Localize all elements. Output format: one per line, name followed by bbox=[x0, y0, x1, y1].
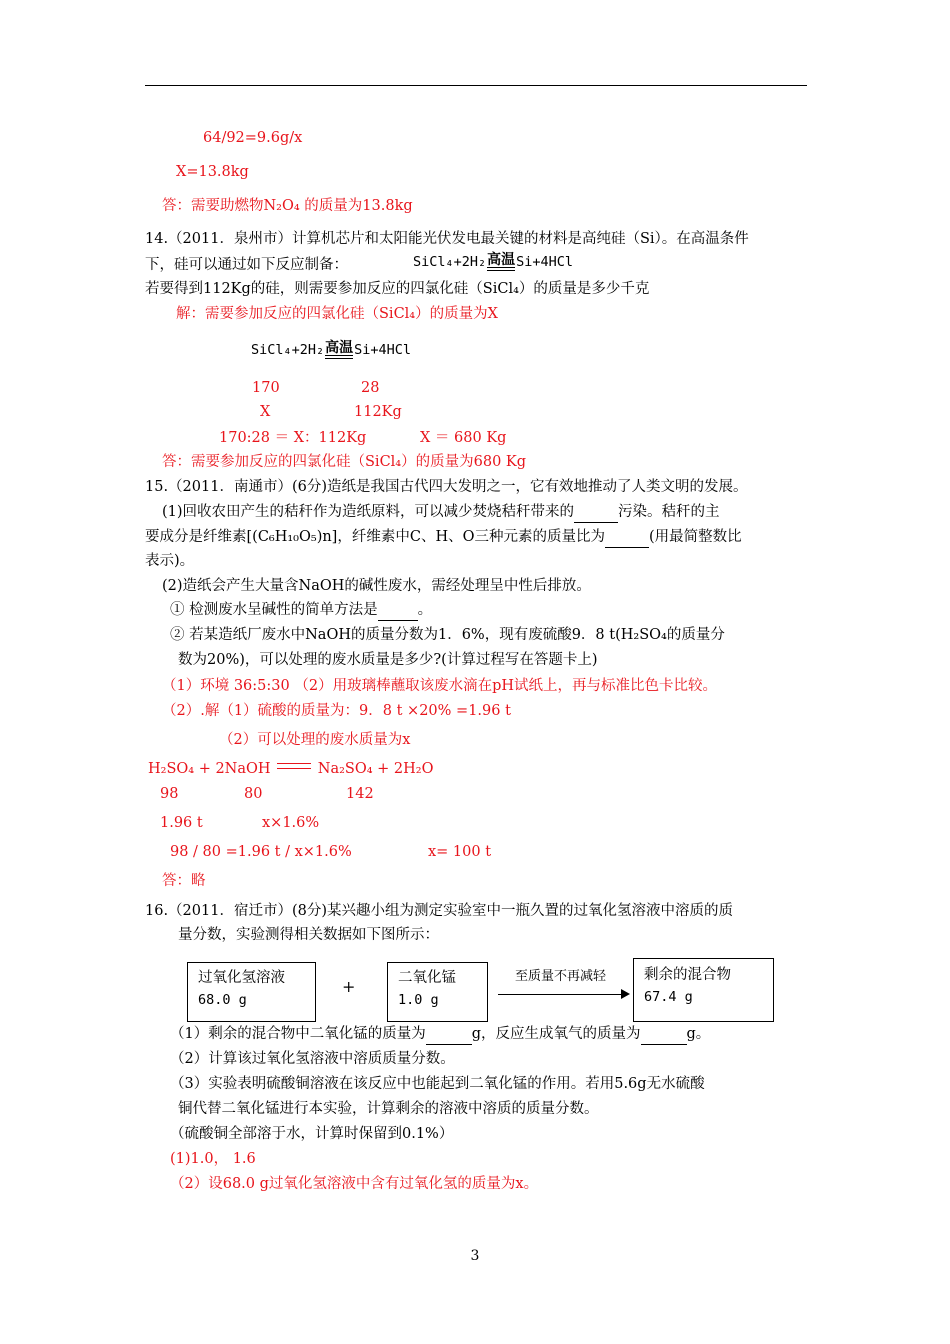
answer-blank[interactable] bbox=[605, 527, 649, 548]
q15-p2-sub2-line1: ② 若某造纸厂废水中NaOH的质量分数为1．6%，现有废硫酸9．8 t(H₂SO₄的质量分 bbox=[170, 627, 725, 643]
q14-stem-line2 bbox=[145, 255, 348, 275]
q16-stem-line2: 量分数，实验测得相关数据如下图所示： bbox=[178, 927, 439, 943]
q14-stem-line1: 14.（2011．泉州市）计算机芯片和太阳能光伏发电最关键的材料是高纯硅（Si）。在高温条件 bbox=[145, 231, 749, 247]
page-number: 3 bbox=[470, 1248, 480, 1264]
q15-stem-line1: 15.（2011．南通市）(6分)造纸是我国古代四大发明之一，它有效地推动了人类文明的发展。 bbox=[145, 479, 748, 495]
answer-blank[interactable] bbox=[641, 1024, 687, 1045]
q15-p1-line2-a: 要成分是纤维素[(C₆H₁₀O₅)n]，纤维素中C、H、O三种元素的质量比为 bbox=[145, 529, 605, 545]
q15-mass1: 98 bbox=[160, 786, 179, 802]
box1-name: 过氧化氢溶液 bbox=[198, 970, 285, 986]
q15-p1-line2-b: (用最简整数比 bbox=[648, 529, 742, 545]
q15-answer3: （2）可以处理的废水质量为x bbox=[219, 732, 411, 748]
box-manganese-dioxide bbox=[387, 962, 488, 1022]
q16-part3-note: （硫酸铜全部溶于水，计算时保留到0.1%） bbox=[170, 1126, 454, 1142]
q13-answer: 答：需要助燃物N₂O₄ 的质量为13.8kg bbox=[162, 198, 413, 214]
box-remaining-mixture bbox=[633, 958, 774, 1022]
q14-unknown1: X bbox=[260, 404, 271, 420]
q16-stem-line1: 16.（2011．宿迁市）(8分)某兴趣小组为测定实验室中一瓶久置的过氧化氢溶液中溶质的质 bbox=[145, 903, 733, 919]
answer-blank[interactable] bbox=[378, 600, 418, 621]
q16-answer2: （2）设68.0 g过氧化氢溶液中含有过氧化氢的质量为x。 bbox=[170, 1176, 539, 1192]
q15-equation bbox=[148, 759, 434, 779]
q16-part3-line1: （3）实验表明硫酸铜溶液在该反应中也能起到二氧化锰的作用。若用5.6g无水硫酸 bbox=[170, 1076, 705, 1092]
q15-proportion: 98 / 80 =1.96 t / x×1.6% bbox=[170, 844, 352, 860]
q16-part2: （2）计算该过氧化氢溶液中溶质质量分数。 bbox=[170, 1051, 455, 1067]
q16-part1-b: g，反应生成氧气的质量为 bbox=[471, 1026, 641, 1042]
q15-result: x= 100 t bbox=[428, 844, 492, 860]
q14-solution-line: 解：需要参加反应的四氯化硅（SiCl₄）的质量为X bbox=[176, 306, 498, 322]
q16-part1-a: （1）剩余的混合物中二氧化锰的质量为 bbox=[170, 1026, 426, 1042]
answer-blank[interactable] bbox=[574, 502, 618, 523]
box3-mass: 67.4 g bbox=[644, 989, 693, 1005]
q15-value1: 1.96 t bbox=[160, 815, 203, 831]
q14-answer: 答：需要参加反应的四氯化硅（SiCl₄）的质量为680 Kg bbox=[162, 454, 527, 470]
q15-p2-sub1-a: ① 检测废水呈碱性的简单方法是 bbox=[170, 602, 378, 618]
q15-answer1: （1）环境 36:5:30 （2）用玻璃棒蘸取该废水滴在pH试纸上，再与标准比色卡比较。 bbox=[162, 678, 717, 694]
q15-p2-sub1 bbox=[170, 600, 432, 621]
q15-mass3: 142 bbox=[346, 786, 374, 802]
double-equals-sign bbox=[277, 763, 311, 769]
q14-result: X ＝ 680 Kg bbox=[420, 430, 507, 446]
q15-eq-right: Na₂SO₄ + 2H₂O bbox=[317, 761, 434, 777]
q14-eq-right: Si+4HCl bbox=[516, 254, 574, 270]
box2-name: 二氧化锰 bbox=[398, 970, 456, 986]
answer-blank[interactable] bbox=[426, 1024, 472, 1045]
equals-bars bbox=[487, 267, 515, 271]
q14-mass1: 170 bbox=[252, 380, 280, 396]
box1-mass: 68.0 g bbox=[198, 992, 247, 1008]
plus-sign: + bbox=[342, 977, 356, 996]
equals-bars-2 bbox=[325, 355, 353, 359]
q14-stem-line3: 若要得到112Kg的硅，则需要参加反应的四氯化硅（SiCl₄）的质量是多少千克 bbox=[145, 281, 650, 297]
q16-part3-line2: 铜代替二氧化锰进行本实验，计算剩余的溶液中溶质的质量分数。 bbox=[178, 1101, 599, 1117]
q16-answer1: (1)1.0， 1.6 bbox=[170, 1151, 256, 1167]
q14-eq-left-2: SiCl₄+2H₂ bbox=[251, 342, 325, 358]
q15-answer2: （2）.解（1）硫酸的质量为：9．8 t ×20% =1.96 t bbox=[162, 703, 511, 719]
q15-p1-line1 bbox=[162, 502, 720, 523]
high-temp-condition-2: 高温 bbox=[325, 341, 353, 359]
header-rule bbox=[145, 85, 807, 86]
reaction-arrow bbox=[498, 994, 622, 995]
q15-p2-line1: (2)造纸会产生大量含NaOH的碱性废水，需经处理呈中性后排放。 bbox=[162, 578, 591, 594]
q15-p1-line1-b: 污染。秸秆的主 bbox=[618, 504, 720, 520]
q14-eq-left: SiCl₄+2H₂ bbox=[413, 254, 487, 270]
box3-name: 剩余的混合物 bbox=[644, 967, 731, 983]
q15-p1-line1-a: (1)回收农田产生的秸秆作为造纸原料，可以减少焚烧秸秆带来的 bbox=[162, 504, 575, 520]
q14-unknown2: 112Kg bbox=[354, 404, 402, 420]
q14-eq-right-2: Si+4HCl bbox=[354, 342, 412, 358]
box-hydrogen-peroxide bbox=[187, 962, 316, 1022]
q14-equation bbox=[251, 340, 411, 360]
high-temp-condition: 高温 bbox=[487, 253, 515, 271]
q15-p1-line3: 表示)。 bbox=[145, 553, 195, 569]
q13-x-line: X=13.8kg bbox=[176, 164, 249, 180]
q15-answer-final: 答：略 bbox=[162, 873, 206, 889]
box2-mass: 1.0 g bbox=[398, 992, 439, 1008]
q15-mass2: 80 bbox=[244, 786, 263, 802]
q14-proportion: 170:28 ＝ X：112Kg bbox=[219, 430, 367, 446]
q14-stem-text: 下，硅可以通过如下反应制备： bbox=[145, 257, 348, 273]
q15-eq-left: H₂SO₄ + 2NaOH bbox=[148, 761, 271, 777]
q15-p2-sub2-line2: 数为20%)，可以处理的废水质量是多少?(计算过程写在答题卡上) bbox=[178, 652, 598, 668]
q13-ratio-line: 64/92=9.6g/x bbox=[203, 130, 303, 146]
arrow-head-icon bbox=[621, 989, 630, 999]
q16-part1 bbox=[170, 1024, 710, 1045]
arrow-label: 至质量不再减轻 bbox=[515, 969, 607, 984]
q15-p2-sub1-b: 。 bbox=[417, 602, 433, 618]
q15-p1-line2 bbox=[145, 527, 742, 548]
q16-part1-c: g。 bbox=[686, 1026, 711, 1042]
q14-equation-inline bbox=[413, 252, 573, 272]
q14-mass2: 28 bbox=[361, 380, 380, 396]
q15-value2: x×1.6% bbox=[262, 815, 320, 831]
